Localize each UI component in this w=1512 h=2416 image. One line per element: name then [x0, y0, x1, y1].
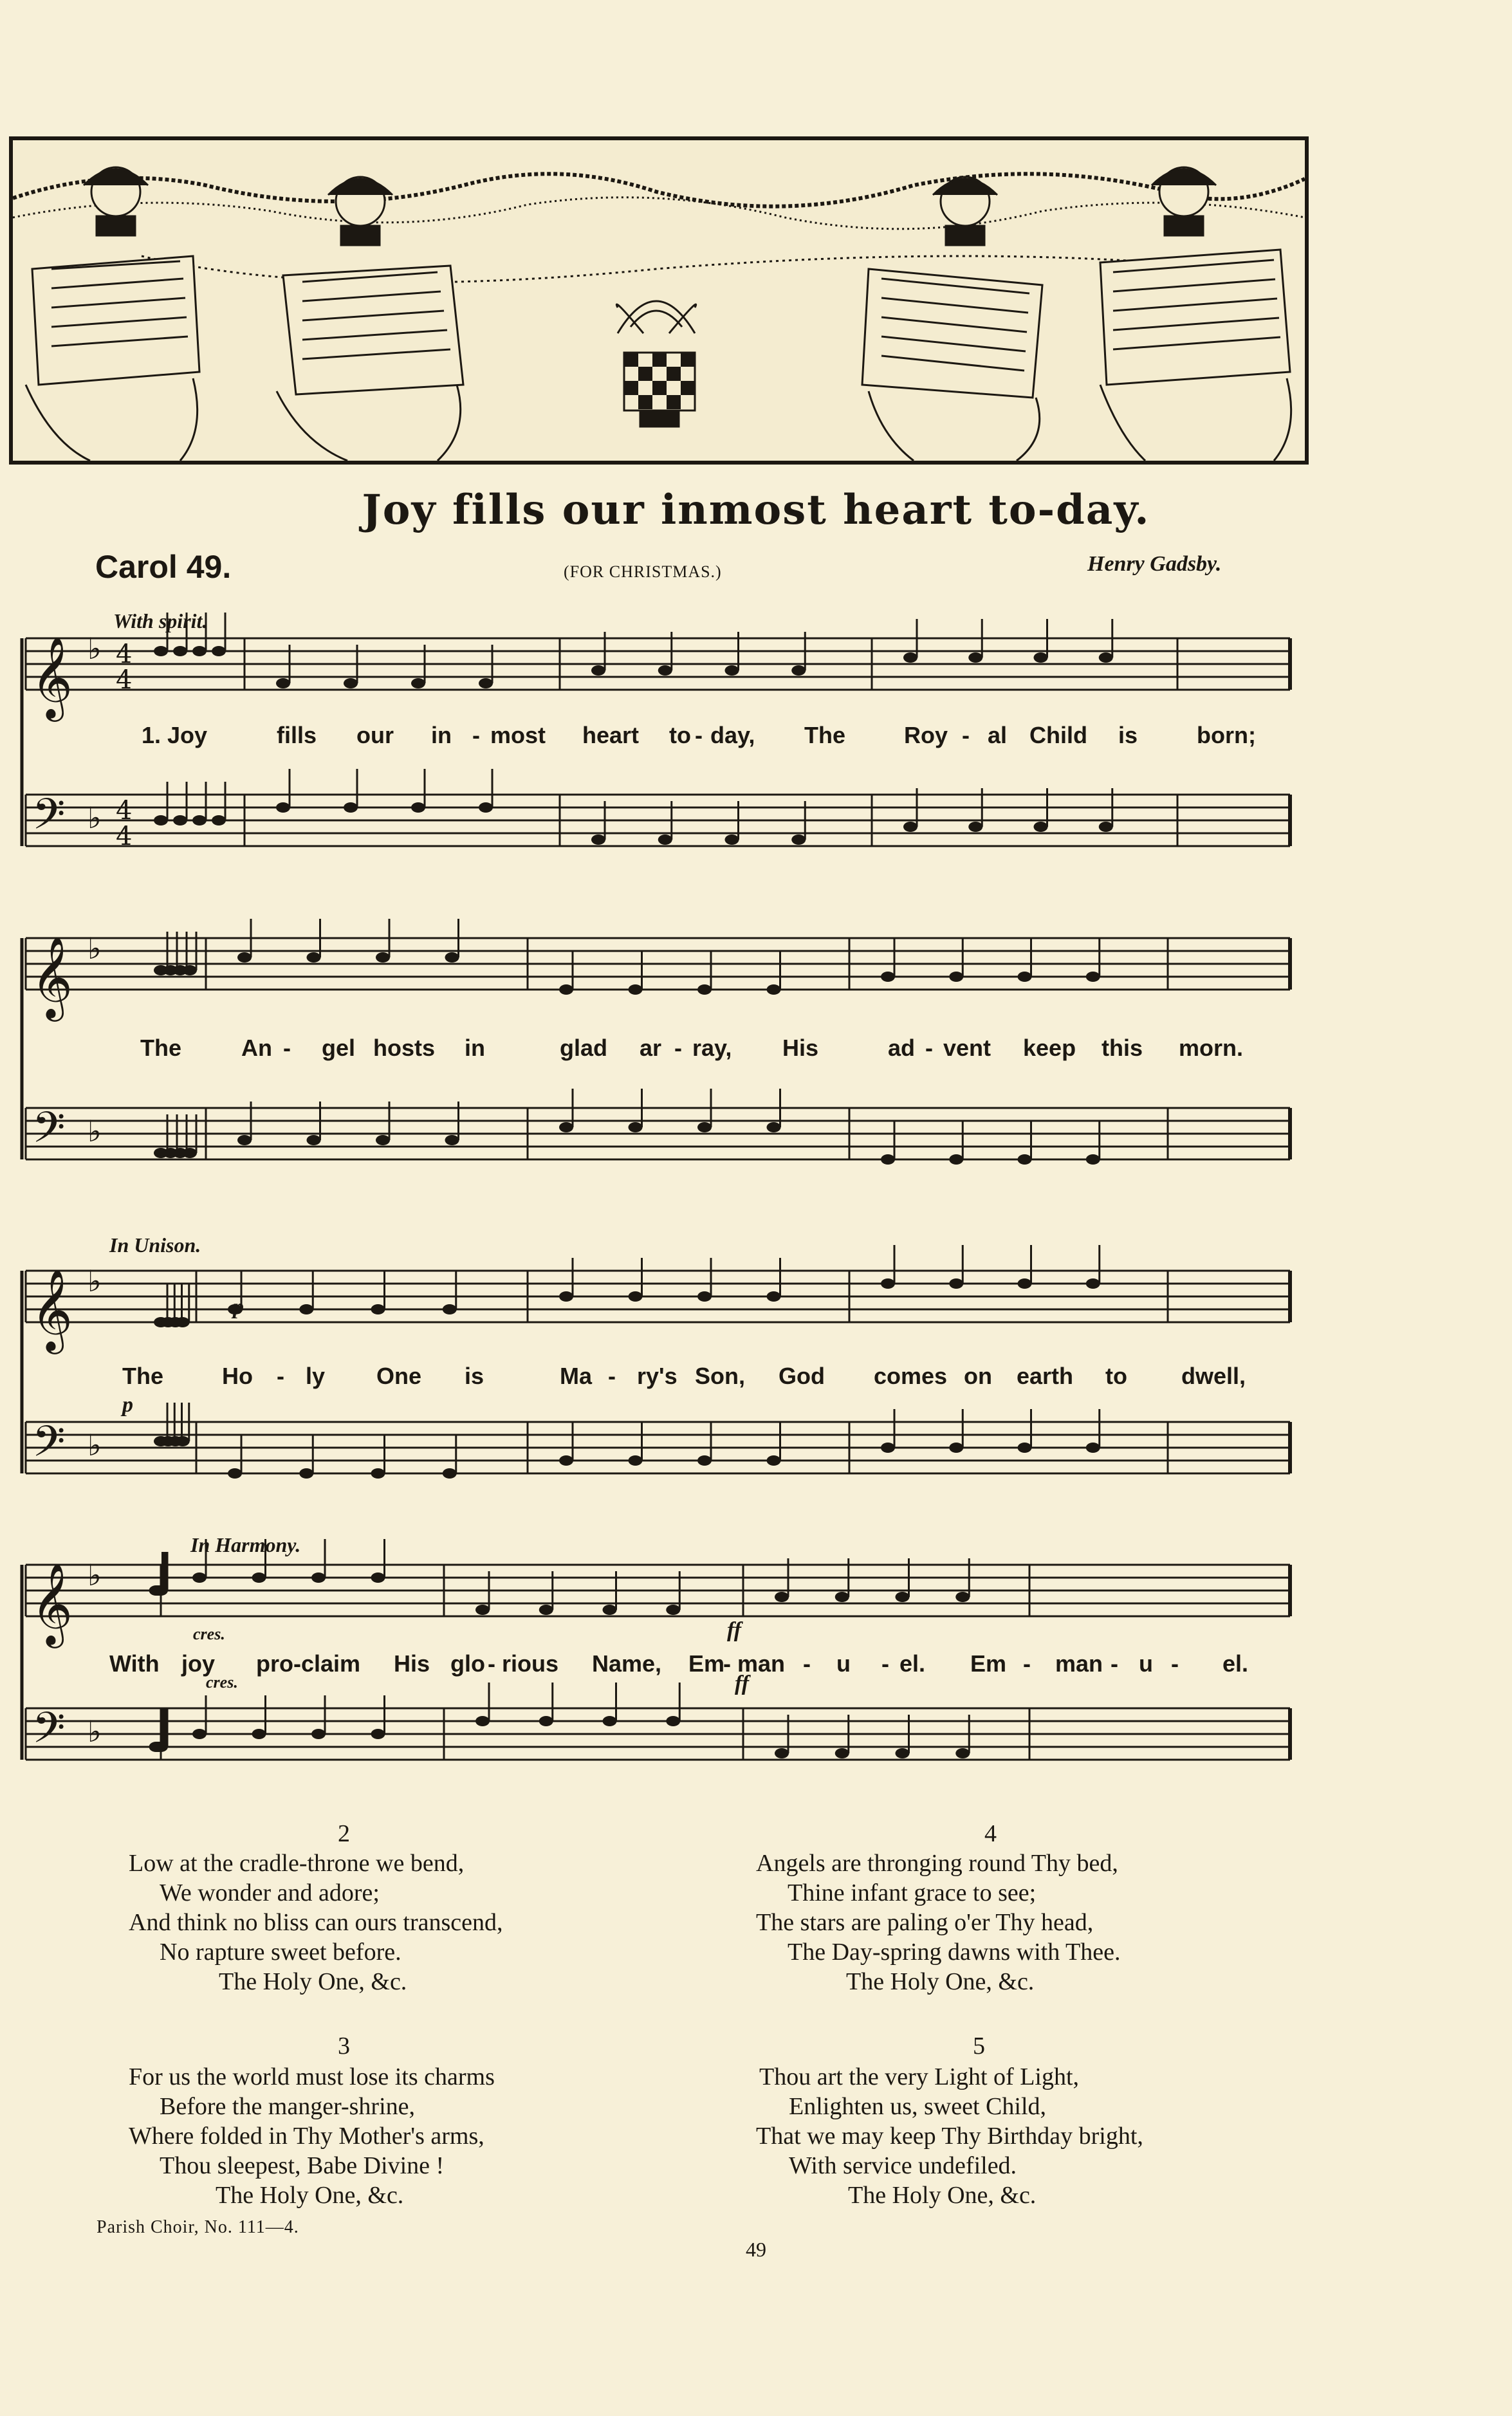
- notehead: [539, 1605, 553, 1615]
- notehead: [192, 815, 207, 825]
- lyric-syllable: glad: [560, 1035, 608, 1061]
- lyric-syllable: this: [1102, 1035, 1143, 1061]
- notehead: [1034, 822, 1048, 832]
- lyric-syllable: u: [1139, 1650, 1153, 1677]
- notehead: [697, 1291, 712, 1302]
- notehead: [307, 952, 321, 963]
- flat-icon: ♭: [88, 931, 102, 966]
- notehead: [228, 1468, 242, 1479]
- verse-3-number: 3: [338, 2033, 350, 2060]
- notehead: [775, 1748, 789, 1758]
- lyric-syllable: -: [608, 1363, 616, 1389]
- notehead: [212, 815, 226, 825]
- lyric-syllable: His: [782, 1035, 819, 1061]
- lyric-syllable: -: [695, 722, 703, 748]
- lyric-syllable: is: [465, 1363, 484, 1389]
- verse-2-line-2: We wonder and adore;: [160, 1879, 380, 1906]
- notehead: [192, 1572, 207, 1583]
- notehead: [276, 678, 290, 688]
- treble-clef-icon: 𝄞: [31, 1268, 73, 1351]
- lyric-syllable: -: [925, 1035, 933, 1061]
- lyrics-line-4: [0, 1650, 1512, 1683]
- notehead: [479, 802, 493, 813]
- dynamic-piano-treble: p: [233, 1295, 244, 1319]
- notehead: [311, 1729, 326, 1739]
- notehead: [949, 1443, 963, 1453]
- lyric-syllable: Child: [1029, 722, 1087, 748]
- notehead: [697, 984, 712, 995]
- lyric-syllable: ar: [640, 1035, 662, 1061]
- flat-icon: ♭: [88, 1558, 102, 1592]
- notehead: [154, 646, 168, 656]
- tempo-marking: With spirit.: [113, 609, 208, 632]
- lyric-syllable: ly: [306, 1363, 326, 1389]
- verse-5-line-1: Thou art the very Light of Light,: [759, 2063, 1080, 2090]
- bass-clef-icon: 𝄢: [32, 1417, 66, 1477]
- lyric-syllable: man: [737, 1650, 786, 1677]
- dynamic-ff-treble: ff: [727, 1618, 742, 1642]
- lyric-syllable: al: [988, 722, 1008, 748]
- verse-3-line-5: The Holy One, &c.: [216, 2182, 404, 2209]
- notehead: [881, 972, 895, 982]
- lyric-syllable: morn.: [1179, 1035, 1244, 1061]
- notehead: [949, 972, 963, 982]
- lyric-syllable: joy: [181, 1650, 216, 1677]
- notehead: [276, 802, 290, 813]
- bass-clef-icon: 𝄢: [32, 1703, 66, 1763]
- flat-icon: ♭: [88, 1114, 102, 1148]
- verse-3-line-1: For us the world must lose its charms: [129, 2063, 495, 2090]
- treble-clef-icon: 𝄞: [31, 936, 73, 1018]
- flat-icon: ♭: [88, 800, 102, 835]
- verse-3-line-3: Where folded in Thy Mother's arms,: [129, 2123, 484, 2150]
- notehead: [968, 652, 982, 663]
- notehead: [192, 646, 207, 656]
- verse-2-line-3: And think no bliss can ours transcend,: [129, 1909, 503, 1936]
- treble-clef-icon: 𝄞: [31, 636, 73, 718]
- notehead: [629, 1455, 643, 1466]
- notehead: [311, 1572, 326, 1583]
- lyric-syllable: -: [723, 1650, 731, 1677]
- notehead: [903, 652, 917, 663]
- notehead: [1018, 1154, 1032, 1165]
- lyric-syllable: heart: [582, 722, 640, 748]
- dynamic-piano-bass: p: [122, 1393, 133, 1417]
- lyric-syllable: -: [1171, 1650, 1179, 1677]
- notehead: [903, 822, 917, 832]
- notehead: [1099, 652, 1113, 663]
- notehead: [443, 1468, 457, 1479]
- notehead: [183, 1148, 197, 1158]
- time-signature-bottom: 4: [116, 822, 133, 851]
- notehead: [835, 1592, 849, 1602]
- carol-number: Carol 49.: [95, 549, 232, 585]
- lyrics-line-1: [0, 722, 1512, 754]
- lyric-syllable: u: [836, 1650, 851, 1677]
- verse-4-line-2: Thine infant grace to see;: [788, 1879, 1037, 1906]
- notehead: [725, 665, 739, 676]
- flat-icon: ♭: [88, 1428, 102, 1462]
- lyric-syllable: -: [962, 722, 970, 748]
- lyric-syllable: One: [376, 1363, 422, 1389]
- notehead: [411, 802, 425, 813]
- notehead: [173, 646, 187, 656]
- lyric-syllable: most: [490, 722, 546, 748]
- dynamic-cres-treble: cres.: [193, 1625, 225, 1643]
- notehead: [252, 1572, 266, 1583]
- notehead: [1018, 972, 1032, 982]
- lyric-syllable: in: [465, 1035, 485, 1061]
- notehead: [237, 1135, 252, 1145]
- notehead: [968, 822, 982, 832]
- notehead: [1086, 1278, 1100, 1289]
- lyric-syllable: el.: [899, 1650, 926, 1677]
- lyric-syllable: God: [779, 1363, 825, 1389]
- notehead: [173, 815, 187, 825]
- verse-4-line-1: Angels are thronging round Thy bed,: [756, 1850, 1118, 1877]
- notehead: [767, 1291, 781, 1302]
- time-signature-top: 4: [116, 640, 133, 669]
- lyric-syllable: -: [472, 722, 480, 748]
- flat-icon: ♭: [88, 1714, 102, 1749]
- lyric-syllable: -: [1111, 1650, 1118, 1677]
- notehead: [344, 802, 358, 813]
- verse-5-line-5: The Holy One, &c.: [848, 2182, 1037, 2209]
- lyric-syllable: comes: [874, 1363, 948, 1389]
- lyric-syllable: The: [140, 1035, 182, 1061]
- notehead: [725, 835, 739, 845]
- lyric-syllable: -: [881, 1650, 889, 1677]
- notehead: [1086, 1443, 1100, 1453]
- notehead: [791, 665, 806, 676]
- verse-2-line-5: The Holy One, &c.: [219, 1968, 407, 1995]
- lyric-syllable: pro-claim: [256, 1650, 361, 1677]
- notehead: [955, 1748, 970, 1758]
- lyric-syllable: ray,: [692, 1035, 732, 1061]
- dynamic-ff-bass: ff: [735, 1672, 750, 1695]
- notehead: [1086, 1154, 1100, 1165]
- lyric-syllable: 1. Joy: [142, 722, 208, 748]
- notehead: [629, 984, 643, 995]
- notehead: [376, 952, 390, 963]
- notehead: [658, 665, 672, 676]
- notehead: [775, 1592, 789, 1602]
- dynamic-cres-bass: cres.: [206, 1673, 238, 1692]
- notehead: [307, 1135, 321, 1145]
- notehead: [1034, 652, 1048, 663]
- lyrics-line-3: [0, 1363, 1512, 1395]
- notehead: [183, 965, 197, 975]
- notehead: [475, 1716, 490, 1726]
- notehead: [955, 1592, 970, 1602]
- notehead: [149, 1742, 163, 1752]
- notehead: [344, 678, 358, 688]
- notehead: [479, 678, 493, 688]
- occasion-note: (FOR CHRISTMAS.): [564, 562, 722, 581]
- notehead: [445, 952, 459, 963]
- lyrics-line-2: [0, 1035, 1512, 1067]
- harmony-marking: In Harmony.: [190, 1533, 301, 1556]
- notehead: [1099, 822, 1113, 832]
- flat-icon: ♭: [88, 1264, 102, 1298]
- notehead: [1086, 972, 1100, 982]
- notehead: [591, 835, 605, 845]
- notehead: [252, 1729, 266, 1739]
- time-signature-bottom: 4: [116, 665, 133, 695]
- notehead: [371, 1468, 385, 1479]
- verse-4-line-3: The stars are paling o'er Thy head,: [756, 1909, 1094, 1936]
- lyric-syllable: dwell,: [1181, 1363, 1246, 1389]
- carol-title: Joy fills our inmost heart to-day.: [362, 486, 1150, 534]
- notehead: [411, 678, 425, 688]
- notehead: [835, 1748, 849, 1758]
- verse-4-line-4: The Day-spring dawns with Thee.: [788, 1939, 1121, 1966]
- lyric-syllable: An: [241, 1035, 272, 1061]
- lyric-syllable: earth: [1017, 1363, 1074, 1389]
- lyric-syllable: in: [431, 722, 452, 748]
- lyric-syllable: to: [669, 722, 691, 748]
- unison-marking: In Unison.: [109, 1233, 201, 1257]
- notehead: [371, 1304, 385, 1314]
- lyric-syllable: -: [277, 1363, 284, 1389]
- lyric-syllable: Son,: [695, 1363, 745, 1389]
- notehead: [443, 1304, 457, 1314]
- lyric-syllable: Em: [970, 1650, 1007, 1677]
- lyric-syllable: The: [122, 1363, 164, 1389]
- lyric-syllable: -: [283, 1035, 291, 1061]
- lyric-syllable: gel: [322, 1035, 356, 1061]
- lyric-syllable: our: [356, 722, 394, 748]
- notehead: [881, 1154, 895, 1165]
- bass-clef-icon: 𝄢: [32, 1103, 66, 1163]
- lyric-syllable: His: [394, 1650, 430, 1677]
- verse-2-line-1: Low at the cradle-throne we bend,: [129, 1850, 465, 1877]
- notehead: [603, 1605, 617, 1615]
- notehead: [658, 835, 672, 845]
- page-number: 49: [746, 2238, 766, 2261]
- lyric-syllable: ry's: [637, 1363, 678, 1389]
- notehead: [881, 1443, 895, 1453]
- lyric-syllable: keep: [1023, 1035, 1076, 1061]
- notehead: [176, 1436, 190, 1446]
- lyric-syllable: -: [674, 1035, 682, 1061]
- lyric-syllable: man: [1055, 1650, 1103, 1677]
- lyric-syllable: day,: [710, 722, 755, 748]
- bass-clef-icon: 𝄢: [32, 789, 66, 849]
- lyric-syllable: Em: [688, 1650, 725, 1677]
- time-signature-top: 4: [116, 796, 133, 825]
- lyric-syllable: With: [109, 1650, 160, 1677]
- notehead: [475, 1605, 490, 1615]
- lyric-syllable: hosts: [373, 1035, 436, 1061]
- notehead: [666, 1605, 680, 1615]
- lyric-syllable: The: [804, 722, 846, 748]
- lyric-syllable: -: [488, 1650, 495, 1677]
- notehead: [603, 1716, 617, 1726]
- lyric-syllable: vent: [943, 1035, 991, 1061]
- notehead: [697, 1455, 712, 1466]
- notehead: [1018, 1278, 1032, 1289]
- notehead: [559, 984, 573, 995]
- verse-2-line-4: No rapture sweet before.: [160, 1939, 401, 1966]
- lyric-syllable: Name,: [592, 1650, 662, 1677]
- verse-3-line-2: Before the manger-shrine,: [160, 2093, 416, 2120]
- notehead: [445, 1135, 459, 1145]
- lyric-syllable: ad: [888, 1035, 916, 1061]
- notehead: [629, 1291, 643, 1302]
- notehead: [949, 1278, 963, 1289]
- lyric-syllable: el.: [1222, 1650, 1249, 1677]
- lyric-syllable: -: [803, 1650, 811, 1677]
- notehead: [559, 1122, 573, 1132]
- notehead: [767, 984, 781, 995]
- lyric-syllable: to: [1105, 1363, 1127, 1389]
- treble-clef-icon: 𝄞: [31, 1562, 73, 1645]
- lyric-syllable: glo: [450, 1650, 485, 1677]
- lyric-syllable: rious: [502, 1650, 559, 1677]
- verse-3-line-4: Thou sleepest, Babe Divine !: [160, 2152, 445, 2179]
- notehead: [1018, 1443, 1032, 1453]
- lyric-syllable: Ma: [560, 1363, 593, 1389]
- notehead: [896, 1592, 910, 1602]
- notehead: [881, 1278, 895, 1289]
- verse-4-number: 4: [984, 1820, 997, 1847]
- notehead: [237, 952, 252, 963]
- lyric-syllable: born;: [1197, 722, 1256, 748]
- notehead: [299, 1468, 313, 1479]
- notehead: [629, 1122, 643, 1132]
- verse-5-line-3: That we may keep Thy Birthday bright,: [756, 2123, 1143, 2150]
- lyric-syllable: on: [964, 1363, 992, 1389]
- notehead: [176, 1317, 190, 1327]
- notehead: [591, 665, 605, 676]
- lyric-syllable: fills: [277, 722, 317, 748]
- verse-5-line-4: With service undefiled.: [789, 2152, 1017, 2179]
- notehead: [149, 1585, 163, 1596]
- notehead: [539, 1716, 553, 1726]
- source-footer: Parish Choir, No. 111—4.: [97, 2217, 299, 2237]
- notehead: [767, 1122, 781, 1132]
- notehead: [371, 1729, 385, 1739]
- notehead: [299, 1304, 313, 1314]
- notehead: [559, 1455, 573, 1466]
- lyric-syllable: Roy: [904, 722, 948, 748]
- flat-icon: ♭: [88, 631, 102, 666]
- notehead: [697, 1122, 712, 1132]
- lyric-syllable: is: [1118, 722, 1138, 748]
- notehead: [791, 835, 806, 845]
- notehead: [212, 646, 226, 656]
- verse-4-line-5: The Holy One, &c.: [846, 1968, 1035, 1995]
- notehead: [896, 1748, 910, 1758]
- lyric-syllable: -: [1023, 1650, 1031, 1677]
- notehead: [376, 1135, 390, 1145]
- verse-5-line-2: Enlighten us, sweet Child,: [789, 2093, 1047, 2120]
- notehead: [949, 1154, 963, 1165]
- notehead: [767, 1455, 781, 1466]
- notehead: [192, 1729, 207, 1739]
- notehead: [154, 815, 168, 825]
- verse-5-number: 5: [973, 2033, 985, 2060]
- notehead: [371, 1572, 385, 1583]
- verse-2-number: 2: [338, 1820, 350, 1847]
- notehead: [666, 1716, 680, 1726]
- lyric-syllable: Ho: [222, 1363, 253, 1389]
- notehead: [559, 1291, 573, 1302]
- composer-name: Henry Gadsby.: [1087, 552, 1222, 576]
